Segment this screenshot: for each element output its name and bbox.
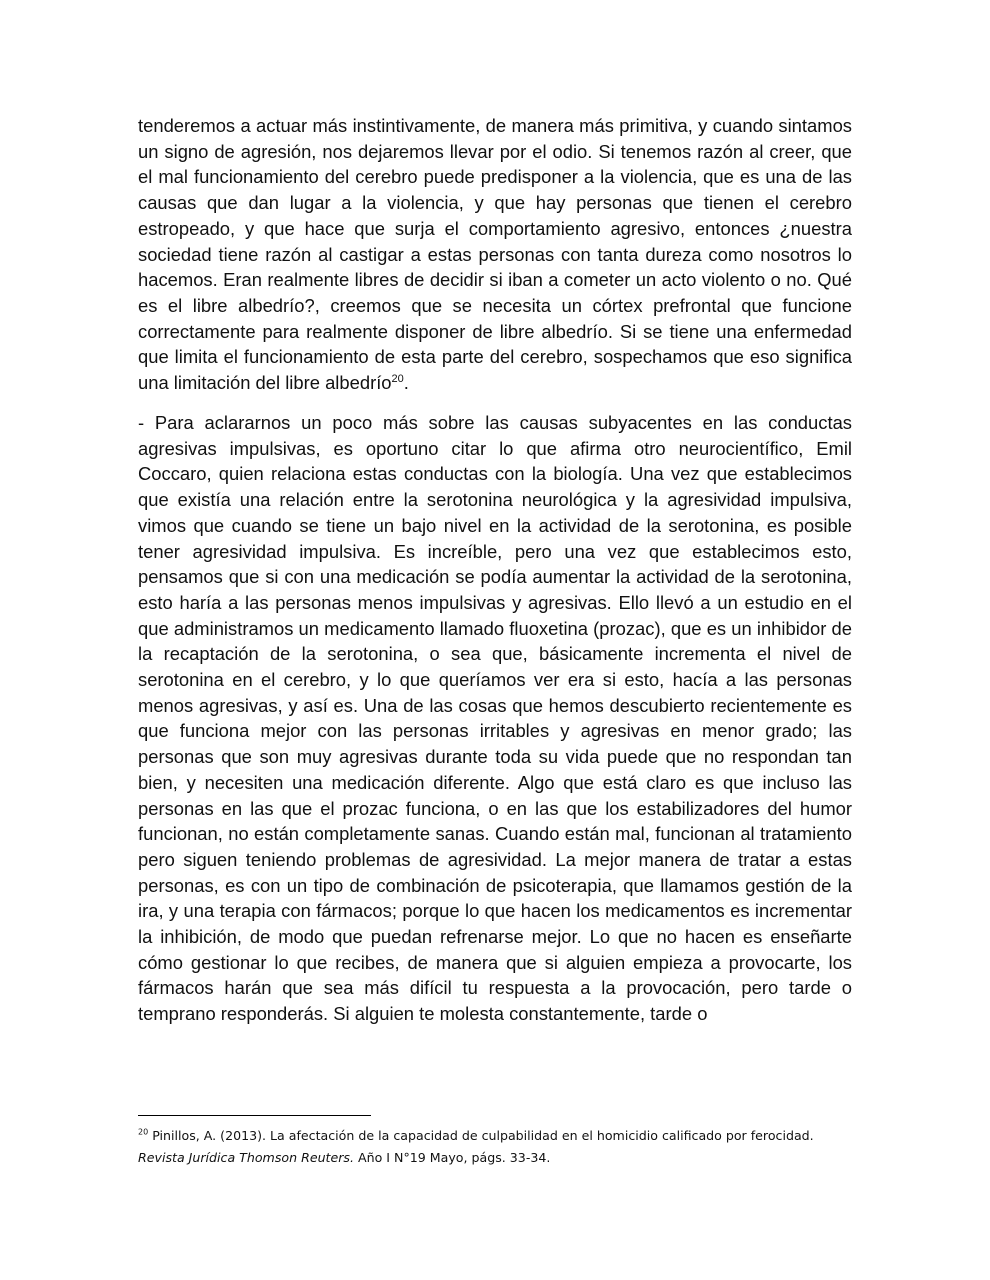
footnote-citation: Pinillos, A. (2013). La afectación de la capacidad de culpabilidad en el homicidio calificado por ferocidad. — [148, 1128, 814, 1143]
footnote-details: Año I N°19 Mayo, págs. 33-34. — [354, 1150, 551, 1165]
body-paragraph-1 — [138, 113, 852, 396]
paragraph-1-end: . — [403, 372, 409, 394]
footnote-number: 20 — [138, 1127, 149, 1137]
footnote-separator — [138, 1115, 371, 1116]
paragraph-1-text: tenderemos a actuar más instintivamente, de manera más primitiva, y cuando sintamos un signo de agresión, nos dejaremos llevar por el odio. Si tenemos razón al creer, que el mal funcionamiento del cerebro puede predisponer a la violencia, que es una de las causas que dan lugar a la violencia, y que hay personas que tienen el cerebro estropeado, y que hace que surja el comportamiento agresivo, entonces ¿nuestra sociedad tiene razón al castigar a estas personas con tanta dureza como nosotros lo hacemos. Eran realmente libres de decidir si iban a cometer un acto violento o no. Qué es el libre albedrío?, creemos que se necesita un córtex prefrontal que funcione correctamente para realmente disponer de libre albedrío. Si se tiene una enfermedad que limita el funcionamiento de esta parte del cerebro, sospechamos que eso significa una limitación del libre albedrío — [138, 115, 852, 394]
body-paragraph-2 — [138, 410, 852, 1027]
footnote-journal: Revista Jurídica Thomson Reuters. — [138, 1150, 354, 1165]
footnote-reference-20[interactable]: 20 — [391, 372, 404, 385]
footnote-20 — [138, 1125, 852, 1169]
paragraph-2-text: - Para aclararnos un poco más sobre las causas subyacentes en las conductas agresivas impulsivas, es oportuno citar lo que afirma otro neurocientífico, Emil Coccaro, quien relaciona estas conductas con la biología. Una vez que establecimos que existía una relación entre la serotonina neurológica y la agresividad impulsiva, vimos que cuando se tiene un bajo nivel en la actividad de la serotonina, es posible tener agresividad impulsiva. Es increíble, pero una vez que establecimos esto, pensamos que si con una medicación se podía aumentar la actividad de la serotonina, esto haría a las personas menos impulsivas y agresivas. Ello llevó a un estudio en el que administramos un medicamento llamado fluoxetina (prozac), que es un inhibidor de la recaptación de la serotonina, o sea que, básicamente incrementa el nivel de serotonina en el cerebro, y lo que queríamos ver era si esto, hacía a las personas menos agresivas, y así es. Una de las cosas que hemos descubierto recientemente es que funciona mejor con las personas irritables y agresivas en menor grado; las personas que son muy agresivas durante toda su vida puede que no respondan tan bien, y necesiten una medicación diferente. Algo que está claro es que incluso las personas en las que el prozac funciona, o en las que los estabilizadores del humor funcionan, no están completamente sanas. Cuando están mal, funcionan al tratamiento pero siguen teniendo problemas de agresividad. La mejor manera de tratar a estas personas, es con un tipo de combinación de psicoterapia, que llamamos gestión de la ira, y una terapia con fármacos; porque lo que hacen los medicamentos es incrementar la inhibición, de modo que puedan refrenarse mejor. Lo que no hacen es enseñarte cómo gestionar lo que recibes, de manera que si alguien empieza a provocarte, los fármacos harán que sea más difícil tu respuesta a la provocación, pero tarde o temprano responderás. Si alguien te molesta constantemente, tarde o — [138, 412, 852, 1025]
